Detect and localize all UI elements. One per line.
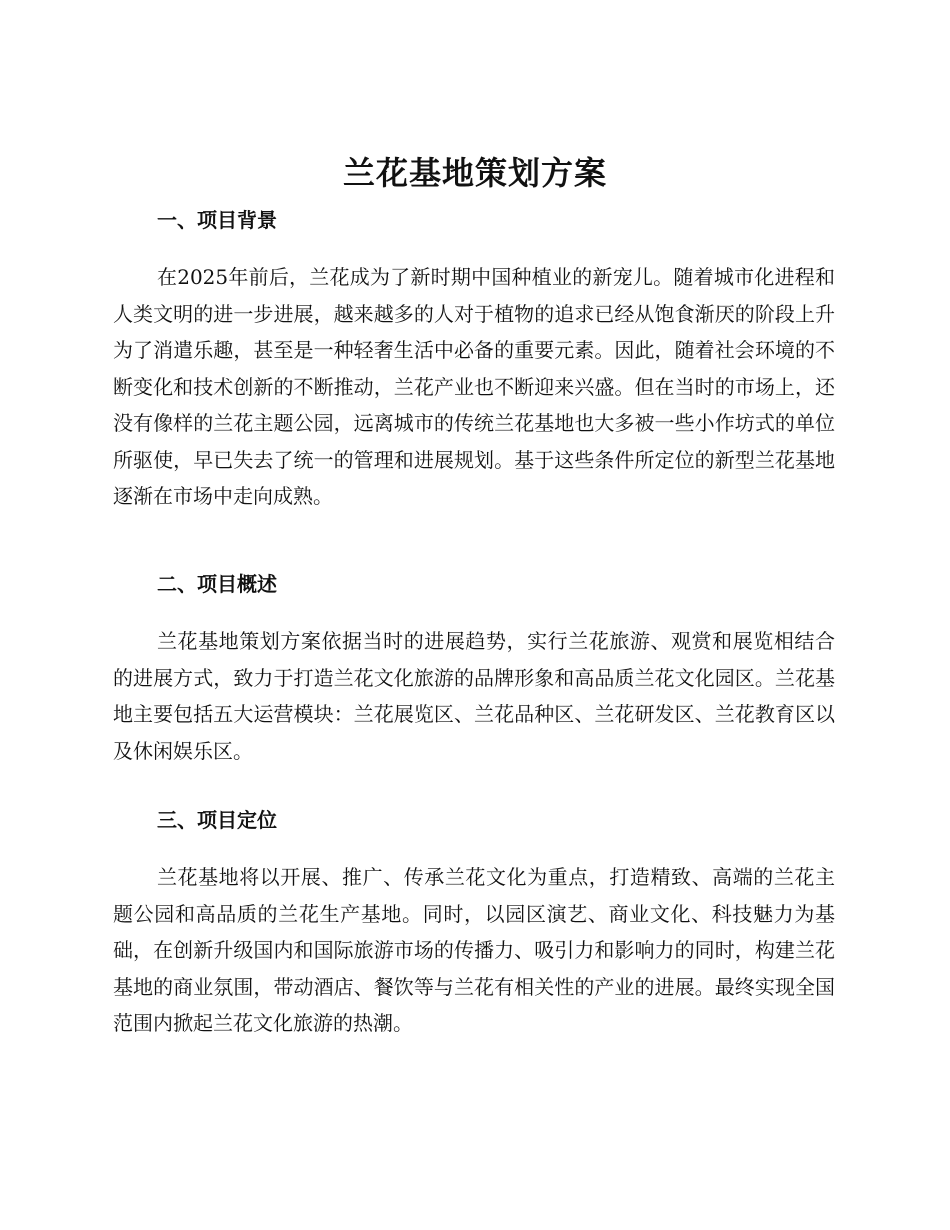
section-project-background [113,207,835,515]
section-project-positioning [113,807,835,1042]
section-paragraph: 兰花基地策划方案依据当时的进展趋势，实行兰花旅游、观赏和展览相结合的进展方式，致力于打造兰花文化旅游的品牌形象和高品质兰花文化园区。兰花基地主要包括五大运营模块：兰花展览区、兰花品种区、兰花研发区、兰花教育区以及休闲娱乐区。 [113,629,835,763]
section-paragraph: 在2025年前后，兰花成为了新时期中国种植业的新宠儿。随着城市化进程和人类文明的进一步进展，越来越多的人对于植物的追求已经从饱食渐厌的阶段上升为了消遣乐趣，甚至是一种轻奢生活中必备的重要元素。因此，随着社会环境的不断变化和技术创新的不断推动，兰花产业也不断迎来兴盛。但在当时的市场上，还没有像样的兰花主题公园，远离城市的传统兰花基地也大多被一些小作坊式的单位所驱使，早已失去了统一的管理和进展规划。基于这些条件所定位的新型兰花基地逐渐在市场中走向成熟。 [113,265,835,508]
document-title: 兰花基地策划方案 [342,154,607,192]
section-heading: 三、项目定位 [157,808,277,832]
section-project-overview [113,571,835,769]
section-heading: 二、项目概述 [157,572,277,596]
section-paragraph: 兰花基地将以开展、推广、传承兰花文化为重点，打造精致、高端的兰花主题公园和高品质的兰花生产基地。同时，以园区演艺、商业文化、科技魅力为基础，在创新升级国内和国际旅游市场的传播力、吸引力和影响力的同时，构建兰花基地的商业氛围，带动酒店、餐饮等与兰花有相关性的产业的进展。最终实现全国范围内掀起兰花文化旅游的热潮。 [113,865,835,1035]
section-heading: 一、项目背景 [157,208,277,232]
